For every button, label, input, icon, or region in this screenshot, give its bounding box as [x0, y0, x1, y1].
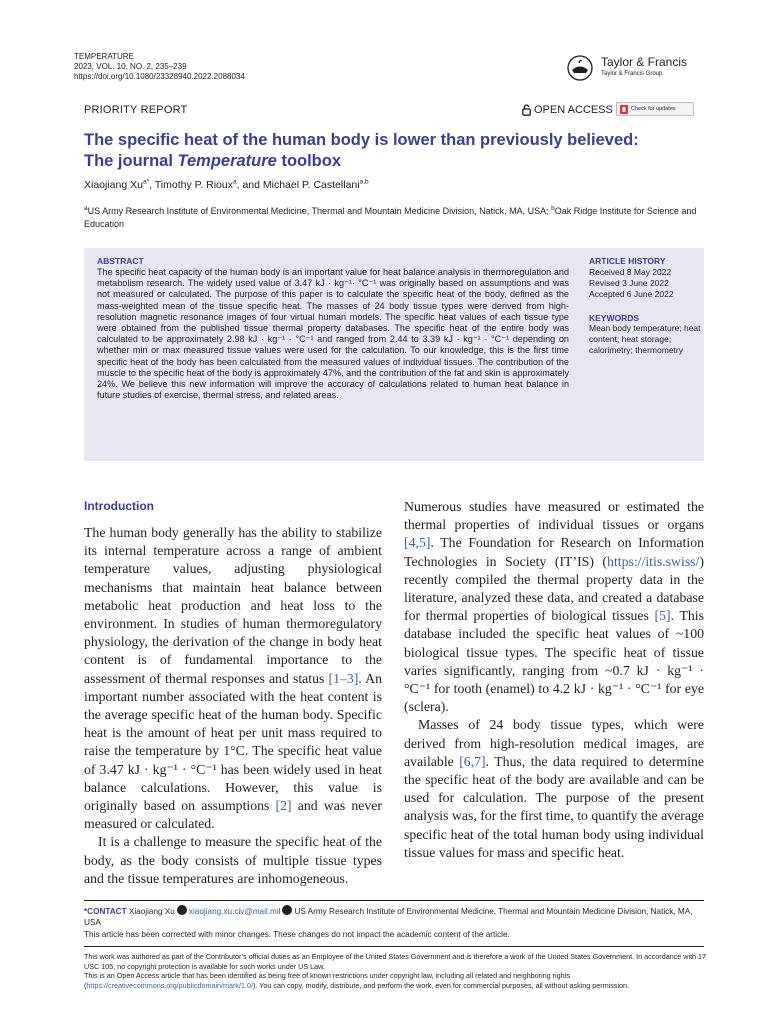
affil-a-sup: a	[84, 205, 88, 212]
revised-date: Revised 3 June 2022	[589, 278, 669, 288]
intro-paragraph-2: It is a challenge to measure the specific heat of the body, as the body consists of multiple tissue types and the tissue temperatures are inhomogeneous.	[84, 834, 382, 886]
p3-text-d: . This database included the specific heat values of ~100 biological tissue types. The specific heat of tissue varies significantly, ranging from ~0.7 kJ · kg⁻¹ · °C⁻¹ for tooth (enamel) to 4.2 kJ · kg⁻¹ · °C⁻¹ for eye (sclera).	[404, 608, 704, 715]
license-text	[84, 952, 708, 990]
body-column-right	[404, 498, 704, 862]
itis-url-link[interactable]: https://itis.swiss/	[607, 553, 700, 569]
p1-text-c: and was never measured or calculated.	[84, 798, 382, 832]
footer-divider	[84, 900, 704, 901]
intro-paragraph-3	[404, 498, 704, 716]
keywords-text: Mean body temperature; heat content; heat storage; calorimetry; thermometry	[589, 323, 701, 355]
title-journal-italic: Temperature	[177, 152, 277, 170]
author-2[interactable]: Timothy P. Rioux	[154, 179, 233, 191]
contact-email-link[interactable]: xiaojiang.xu.civ@mail.mil	[188, 907, 281, 916]
abstract-text: The specific heat capacity of the human body is an important value for heat balance analysis in thermoregulation and metabolism research. The widely used value of 3.47 kJ · kg⁻¹· °C⁻¹ was originally based on assumptions and was not measured or calculated. The purpose of this paper is to calculate the specific heat of the body, defined as the mass-weighted mean of the tissue specific heat. The masses of 24 body tissue types were derived from high-resolution magnetic resonance images of four virtual human models. The specific heat values of each tissue type were obtained from the published tissue thermal property databases. The specific heat of the entire body was calculated to be approximately 2.98 kJ · kg⁻¹ · °C⁻¹ and ranged from 2.44 to 3.39 kJ · kg⁻¹ · °C⁻¹ depending on whether min or max measured tissue values were used for the calculation. To our knowledge, this is the first time specific heat of the body has been calculated from the measured values of individual tissues. The contribution of the muscle to the specific heat of the body is approximately 47%, and the contribution of the fat and skin is approximately 24%. We believe this new information will improve the accuracy of calculations related to human heat balance in future studies of exercise, thermal stress, and related areas.	[97, 267, 569, 401]
license-text-b: ). You can copy, modify, distribute, and perform the work, even for commercial purposes, all without asking permission.	[253, 980, 630, 990]
intro-paragraph-4	[404, 716, 704, 862]
affil-a: US Army Research Institute of Environmental Medicine, Thermal and Mountain Medicine Division, Natick, MA, USA;	[87, 206, 552, 216]
citation-link[interactable]: [6,7]	[459, 753, 486, 769]
keywords-heading: KEYWORDS	[589, 313, 640, 323]
intro-paragraph-1	[84, 524, 382, 833]
body-column-left	[84, 524, 382, 888]
citation-link[interactable]: [1–3]	[328, 670, 359, 686]
journal-issue: 2023, VOL. 10, NO. 2, 235–239	[74, 62, 187, 71]
p3-text-b: . The Foundation for Research on Information Technologies in Society (IT’IS) (	[404, 535, 704, 569]
title-line-2	[84, 151, 694, 172]
publisher-lamp-icon	[565, 54, 595, 82]
affiliations	[84, 205, 708, 231]
contact-address: US Army Research Institute of Environmental Medicine, Thermal and Mountain Medicine Division, Natick, MA, USA	[84, 907, 693, 927]
open-lock-icon	[522, 104, 531, 116]
introduction-heading: Introduction	[84, 499, 154, 513]
article-type: PRIORITY REPORT	[84, 104, 188, 116]
license-line-2	[84, 971, 708, 990]
doi-link[interactable]: https://doi.org/10.1080/23328940.2022.2088034	[74, 72, 245, 81]
p1-text-a: The human body generally has the ability to stabilize its internal temperature across a range of ambient temperature values, adjusting physiological mechanisms that maintain heat balance between metabolic heat production and heat loss to the environment. In studies of human thermoregulatory physiology, the derivation of the change in body heat content is of fundamental importance to the assessment of thermal responses and status	[84, 525, 382, 686]
email-icon	[177, 905, 187, 915]
check-for-updates-button[interactable]	[616, 102, 694, 116]
address-icon	[282, 905, 292, 915]
license-divider	[84, 946, 704, 947]
article-title	[84, 130, 694, 172]
license-text-a: This is an Open Access article that has been identified as being free of known restrictions under copyright law, including all related and neighboring rights (	[84, 971, 571, 990]
p1-text-b: . An important number associated with the heat content is the average specific heat of the human body. Specific heat is the amount of heat per unit mass required to raise the temperature by 1°C. The specific heat value of 3.47 kJ · kg⁻¹ · °C⁻¹ has been widely used in heat balance calculations. However, this value is originally based on assumptions	[84, 670, 382, 814]
p3-text-c: ) recently compiled the thermal property data in the literature, analyzed these data, and created a database for thermal properties of biological tissues	[404, 553, 704, 624]
author-list: Xiaojiang $Xu^{a*}$, Timothy P. Rioux$^a$, and Michael P. Castellani$^{a,b}$	[84, 178, 369, 191]
author-2-sup: a	[232, 178, 237, 186]
contact-info	[84, 905, 708, 928]
citation-link[interactable]: [4,5]	[404, 535, 431, 551]
contact-name: Xiaojiang Xu	[128, 907, 175, 916]
author-3-sup: a,b	[359, 178, 369, 186]
correction-note: This article has been corrected with minor changes. These changes do not impact the academic content of the article.	[84, 930, 510, 939]
author-3[interactable]: and Michael P. Castellani	[242, 179, 360, 191]
contact-label: *CONTACT	[84, 907, 127, 916]
received-date: Received 8 May 2022	[589, 267, 672, 277]
accepted-date: Accepted 6 June 2022	[589, 289, 674, 299]
author-1[interactable]: Xiaojiang Xu	[84, 179, 143, 191]
p4-text-a: Masses of 24 body tissue types, which were derived from high-resolution medical images, are available	[404, 717, 704, 769]
title-prefix: The journal	[84, 152, 178, 170]
citation-link[interactable]: [2]	[275, 798, 292, 814]
publisher-logo	[565, 54, 700, 84]
p3-text-a: Numerous studies have measured or estimated the thermal properties of individual tissues or organs	[404, 499, 704, 533]
journal-header	[74, 52, 245, 82]
title-suffix: toolbox	[276, 152, 342, 170]
publisher-group: Taylor & Francis Group	[601, 71, 663, 77]
citation-link[interactable]: [5]	[654, 608, 671, 624]
journal-name: TEMPERATURE	[74, 52, 134, 61]
license-line-1: This work was authored as part of the Contributor’s official duties as an Employee of the United States Government and is therefore a work of the United States Government. In accordance with 17 USC 105, no copyright protection is available for such works under US Law.	[84, 952, 707, 971]
check-for-updates-label: Check for updates	[631, 106, 676, 112]
crossmark-icon	[620, 105, 628, 114]
affil-b: Oak Ridge Institute for Science and Education	[84, 206, 697, 229]
affil-b-sup: b	[551, 205, 555, 212]
license-url-link[interactable]: https://creativecommons.org/publicdomain/mark/1.0/	[86, 980, 253, 990]
open-access-label: OPEN ACCESS	[534, 104, 613, 116]
abstract-heading: ABSTRACT	[97, 256, 144, 266]
open-access-badge	[522, 104, 613, 116]
title-line-1: The specific heat of the human body is lower than previously believed:	[84, 131, 639, 149]
author-1-sup: a*	[142, 178, 150, 186]
article-history	[589, 267, 704, 300]
publisher-name: Taylor & Francis	[601, 55, 688, 69]
p4-text-b: . Thus, the data required to determine the specific heat of the body are available and can be used for calculation. The purpose of the present analysis was, for the first time, to quantify the average specific heat of the total human body using individual tissue values for mass and specific heat.	[404, 753, 704, 860]
article-history-heading: ARTICLE HISTORY	[589, 256, 666, 266]
